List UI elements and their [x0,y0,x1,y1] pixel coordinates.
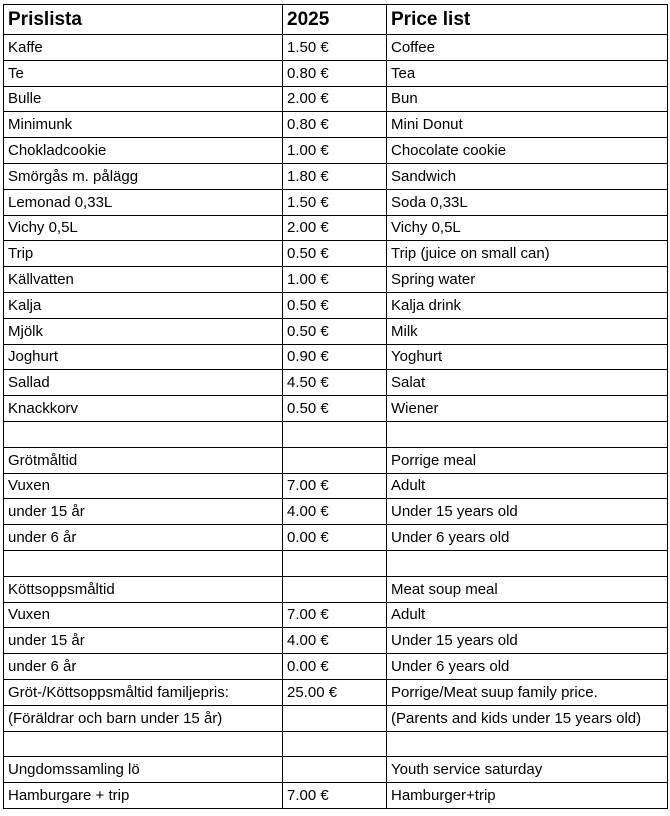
header-row [4,5,668,35]
table-row [4,576,668,602]
table-row [4,783,668,809]
table-row [4,628,668,654]
item-price: 25.00 € [283,679,387,705]
item-price: 4.00 € [283,499,387,525]
item-price [283,705,387,731]
item-swedish: Lemonad 0,33L [4,189,283,215]
item-swedish: Te [4,60,283,86]
table-row [4,112,668,138]
item-english: Milk [387,318,668,344]
item-english: Mini Donut [387,112,668,138]
item-price: 0.50 € [283,292,387,318]
table-row [4,35,668,61]
item-price: 1.00 € [283,267,387,293]
item-english [387,421,668,447]
table-row [4,138,668,164]
item-swedish [4,731,283,757]
table-row [4,318,668,344]
table-row [4,499,668,525]
item-english: Adult [387,473,668,499]
item-price: 0.00 € [283,654,387,680]
item-swedish: Kaffe [4,35,283,61]
item-swedish: Mjölk [4,318,283,344]
table-row [4,757,668,783]
table-row [4,731,668,757]
item-swedish: Chokladcookie [4,138,283,164]
table-row [4,654,668,680]
item-swedish: Sallad [4,370,283,396]
item-english: Youth service saturday [387,757,668,783]
item-swedish: Kalja [4,292,283,318]
table-row [4,60,668,86]
item-swedish: Grötmåltid [4,447,283,473]
table-row [4,550,668,576]
item-swedish: under 6 år [4,654,283,680]
item-english: Chocolate cookie [387,138,668,164]
item-english: Under 6 years old [387,654,668,680]
table-row [4,473,668,499]
price-rows [4,35,668,809]
item-price: 0.50 € [283,396,387,422]
item-price: 7.00 € [283,783,387,809]
item-swedish: Vichy 0,5L [4,215,283,241]
item-swedish: Gröt-/Köttsoppsmåltid familjepris: [4,679,283,705]
item-swedish: Trip [4,241,283,267]
header-english: Price list [387,5,668,35]
item-price: 0.90 € [283,344,387,370]
item-swedish: Vuxen [4,602,283,628]
item-english: Spring water [387,267,668,293]
item-english: Meat soup meal [387,576,668,602]
item-price: 1.50 € [283,189,387,215]
item-price: 0.00 € [283,525,387,551]
item-english: Under 15 years old [387,628,668,654]
item-price [283,576,387,602]
table-row [4,241,668,267]
table-row [4,344,668,370]
item-english: Under 15 years old [387,499,668,525]
item-price: 0.80 € [283,112,387,138]
item-price: 2.00 € [283,215,387,241]
item-english: Wiener [387,396,668,422]
item-english: Porrige meal [387,447,668,473]
item-price: 1.80 € [283,163,387,189]
item-price: 0.50 € [283,318,387,344]
table-row [4,86,668,112]
item-price [283,757,387,783]
item-swedish: under 15 år [4,628,283,654]
item-english: Salat [387,370,668,396]
header-year: 2025 [283,5,387,35]
item-price: 7.00 € [283,602,387,628]
item-swedish: Knackkorv [4,396,283,422]
table-row [4,525,668,551]
item-english: Soda 0,33L [387,189,668,215]
item-swedish [4,550,283,576]
item-english: Porrige/Meat suup family price. [387,679,668,705]
item-english: Trip (juice on small can) [387,241,668,267]
item-price [283,447,387,473]
item-english: Under 6 years old [387,525,668,551]
item-price: 1.50 € [283,35,387,61]
table-row [4,163,668,189]
item-swedish [4,421,283,447]
item-swedish: Ungdomssamling lö [4,757,283,783]
item-swedish: Källvatten [4,267,283,293]
item-price: 0.80 € [283,60,387,86]
table-row [4,602,668,628]
item-swedish: Hamburgare + trip [4,783,283,809]
item-swedish: under 6 år [4,525,283,551]
item-price: 0.50 € [283,241,387,267]
item-price: 1.00 € [283,138,387,164]
table-row [4,215,668,241]
item-price: 4.00 € [283,628,387,654]
item-swedish: Smörgås m. pålägg [4,163,283,189]
table-row [4,679,668,705]
item-swedish: Vuxen [4,473,283,499]
table-row [4,396,668,422]
table-row [4,447,668,473]
price-table [3,4,668,809]
item-price: 2.00 € [283,86,387,112]
item-swedish: Joghurt [4,344,283,370]
table-row [4,292,668,318]
item-english [387,550,668,576]
item-english: Hamburger+trip [387,783,668,809]
item-swedish: under 15 år [4,499,283,525]
item-english: Sandwich [387,163,668,189]
table-row [4,705,668,731]
table-row [4,370,668,396]
item-english: Vichy 0,5L [387,215,668,241]
item-english: Tea [387,60,668,86]
item-english: Coffee [387,35,668,61]
item-english: Yoghurt [387,344,668,370]
table-row [4,421,668,447]
item-swedish: Köttsoppsmåltid [4,576,283,602]
item-english: Bun [387,86,668,112]
item-english [387,731,668,757]
table-row [4,189,668,215]
table-row [4,267,668,293]
item-swedish: Minimunk [4,112,283,138]
item-english: (Parents and kids under 15 years old) [387,705,668,731]
item-price [283,550,387,576]
item-english: Kalja drink [387,292,668,318]
item-english: Adult [387,602,668,628]
item-price [283,731,387,757]
item-swedish: Bulle [4,86,283,112]
item-price: 7.00 € [283,473,387,499]
item-price: 4.50 € [283,370,387,396]
item-price [283,421,387,447]
header-swedish: Prislista [4,5,283,35]
item-swedish: (Föräldrar och barn under 15 år) [4,705,283,731]
